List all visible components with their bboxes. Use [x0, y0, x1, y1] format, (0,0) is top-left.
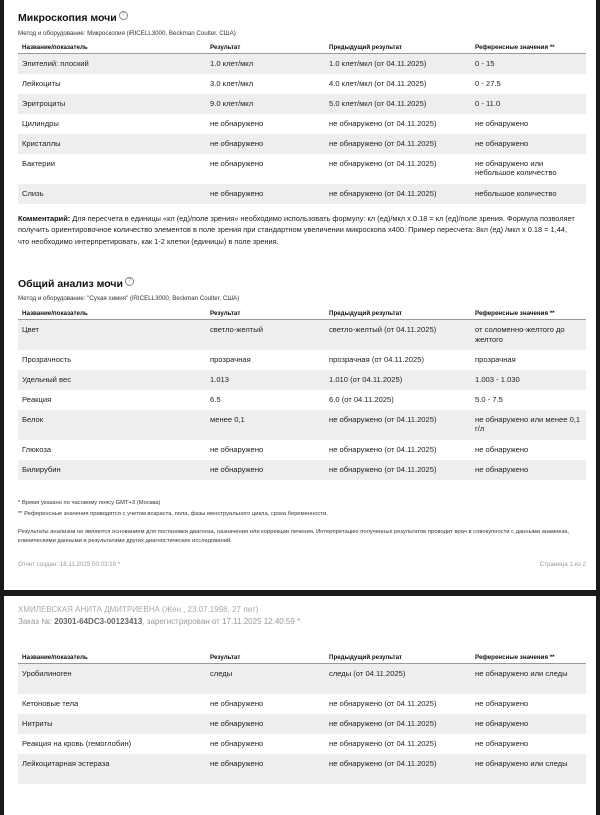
cell-ref: не обнаружено — [475, 118, 529, 128]
cell-result: светло-желтый — [206, 320, 325, 350]
page2-table — [18, 652, 586, 784]
table-row — [18, 664, 586, 694]
cell-prev: светло-желтый (от 04.11.2025) — [325, 320, 471, 350]
cell-ref: 0 - 27.5 — [475, 78, 501, 88]
cell-ref: 1.003 - 1.030 — [471, 370, 586, 390]
cell-name: Лейкоцитарная эстераза — [18, 754, 206, 784]
cell-prev: не обнаружено (от 04.11.2025) — [329, 444, 437, 454]
order-label: Заказ №: — [18, 617, 53, 626]
cell-prev: не обнаружено (от 04.11.2025) — [325, 134, 471, 154]
general-title-text: Общий анализ мочи — [18, 278, 123, 290]
cell-name: Слизь — [18, 184, 206, 204]
table-row — [18, 184, 586, 204]
header-ref: Референсные значения ** — [471, 308, 586, 320]
microscopy-table — [18, 42, 586, 204]
table-row — [18, 370, 586, 390]
help-icon[interactable]: ? — [119, 11, 128, 20]
cell-name: Уробилиноген — [18, 664, 206, 694]
table-row — [18, 410, 586, 440]
cell-result: 3.0 клет/мкл — [210, 78, 254, 88]
cell-ref: 5.0 - 7.5 — [475, 394, 503, 404]
cell-ref: 0 - 15 — [471, 54, 586, 74]
table-row — [18, 440, 586, 460]
cell-prev: не обнаружено (от 04.11.2025) — [325, 410, 471, 440]
cell-result: следы — [206, 664, 325, 694]
cell-result: не обнаружено — [206, 184, 325, 204]
header-prev: Предыдущий результат — [325, 42, 471, 54]
general-table — [18, 308, 586, 480]
cell-ref: не обнаружено — [475, 698, 529, 708]
report-page-2 — [4, 596, 596, 815]
table-row — [18, 734, 586, 754]
cell-name: Белок — [18, 410, 206, 440]
cell-prev: 5.0 клет/мкл (от 04.11.2025) — [325, 94, 471, 114]
cell-prev: 4.0 клет/мкл (от 04.11.2025) — [329, 78, 427, 88]
cell-name: Бактерии — [22, 158, 55, 168]
table-row — [18, 320, 586, 350]
cell-name: Лейкоциты — [22, 78, 61, 88]
report-created: Отчет создан: 18.11.2025 00:03:19 * — [18, 561, 121, 568]
cell-prev: прозрачная (от 04.11.2025) — [329, 354, 424, 364]
cell-name: Прозрачность — [22, 354, 72, 364]
table-row — [18, 114, 586, 134]
table-row — [18, 754, 586, 784]
cell-prev: не обнаружено (от 04.11.2025) — [329, 698, 437, 708]
table-row — [18, 390, 586, 410]
header-result: Результат — [206, 652, 325, 664]
cell-result: не обнаружено — [206, 714, 325, 734]
cell-prev: 1.0 клет/мкл (от 04.11.2025) — [325, 54, 471, 74]
cell-ref: не обнаружено или следы — [471, 664, 586, 694]
cell-prev: не обнаружено (от 04.11.2025) — [329, 118, 437, 128]
cell-name: Цвет — [18, 320, 206, 350]
header-name: Название/показатель — [18, 308, 206, 320]
comment-text: Для пересчета в единицы «кл (ед)/поле зрения» необходимо использовать формулу: кл (ед)/мкл x 0.18 = кл (ед)/поле зрения. Формула позволяет получить ориентировочное количество элементов в поле зрения при стандартном увеличении микроскопа x400. Пример пересчета: 8кл (ед) /мкл x 0.18 = 1,44, что необходимо интерпретировать, как 1-2 клетки (единицы) в поле зрения. — [18, 214, 575, 246]
table-row — [18, 714, 586, 734]
table-row — [18, 54, 586, 74]
header-result: Результат — [206, 42, 325, 54]
cell-ref: не обнаружено — [475, 738, 529, 748]
microscopy-title — [18, 12, 128, 24]
cell-result: не обнаружено — [210, 738, 264, 748]
header-result: Результат — [206, 308, 325, 320]
header-ref: Референсные значения ** — [471, 652, 586, 664]
cell-ref: не обнаружено — [471, 460, 586, 480]
cell-result: 1.0 клет/мкл — [206, 54, 325, 74]
cell-name: Эритроциты — [18, 94, 206, 114]
header-prev: Предыдущий результат — [325, 308, 471, 320]
footnote-ref: ** Референсные значения приводятся с учетом возраста, пола, фазы менструального цикла, срока беременности. — [18, 511, 328, 517]
cell-result: прозрачная — [210, 354, 251, 364]
cell-ref: не обнаружено — [475, 444, 529, 454]
cell-result: не обнаружено — [206, 134, 325, 154]
cell-prev: не обнаружено (от 04.11.2025) — [325, 714, 471, 734]
cell-prev: 1.010 (от 04.11.2025) — [325, 370, 471, 390]
cell-name: Нитриты — [18, 714, 206, 734]
cell-ref: не обнаружено — [471, 714, 586, 734]
table-row — [18, 94, 586, 114]
cell-result: не обнаружено — [210, 118, 264, 128]
general-title — [18, 278, 134, 290]
cell-result: 6.5 — [210, 394, 221, 404]
order-number: 20301-64DC3-00123413 — [54, 617, 143, 626]
cell-ref: 0 - 11.0 — [471, 94, 586, 114]
table-row — [18, 154, 586, 184]
cell-name: Эпителий: плоский — [18, 54, 206, 74]
cell-result: не обнаружено — [206, 460, 325, 480]
general-method: Метод и оборудование: "Сухая химия" (iRICELL3000, Beckman Coulter, США) — [18, 295, 240, 302]
cell-ref: не обнаружено или менее 0,1 г/л — [471, 410, 586, 440]
footnote-time: * Время указано по часовому поясу GMT+3 (Москва) — [18, 500, 161, 506]
table-row — [18, 694, 586, 714]
cell-ref: от соломенно-желтого до желтого — [471, 320, 586, 350]
header-name: Название/показатель — [18, 42, 206, 54]
disclaimer: Результаты анализов не являются основанием для постановки диагноза, назначения или коррекции лечения. Интерпретацию полученных результатов проводит врач в совокупности с данными анамнеза, клиническими данными и результатами других диагностических исследований. — [18, 529, 570, 544]
cell-result: менее 0,1 — [206, 410, 325, 440]
cell-result: не обнаружено — [210, 158, 264, 168]
cell-name: Реакция на кровь (гемоглобин) — [22, 738, 132, 748]
report-page-1 — [4, 0, 596, 590]
header-ref: Референсные значения ** — [471, 42, 586, 54]
cell-result: 1.013 — [206, 370, 325, 390]
page-number: Страница 1 из 2 — [539, 561, 586, 568]
header-name: Название/показатель — [18, 652, 206, 664]
cell-prev: следы (от 04.11.2025) — [325, 664, 471, 694]
table-header-row — [18, 308, 586, 320]
order-registered: , зарегистрирован от 17.11.2025 12:40:59 * — [142, 617, 301, 626]
cell-name: Кетоновые тела — [22, 698, 79, 708]
cell-ref: не обнаружено или следы — [471, 754, 586, 784]
cell-ref: не обнаружено или небольшое количество — [475, 158, 557, 177]
table-row — [18, 460, 586, 480]
order-info — [18, 617, 300, 626]
comment-label: Комментарий: — [18, 214, 71, 223]
comment-block — [18, 213, 578, 247]
cell-prev: не обнаружено (от 04.11.2025) — [325, 754, 471, 784]
cell-prev: не обнаружено (от 04.11.2025) — [329, 158, 437, 168]
patient-info: ХМИЛЕВСКАЯ АНИТА ДМИТРИЕВНА (Жен., 23.07.1998, 27 лет) — [18, 605, 259, 614]
cell-name: Кристаллы — [18, 134, 206, 154]
cell-ref: не обнаружено — [471, 134, 586, 154]
table-row — [18, 350, 586, 370]
microscopy-method: Метод и оборудование: Микроскопия (iRICELL3000, Beckman Coulter, США) — [18, 30, 236, 37]
cell-result: не обнаружено — [206, 754, 325, 784]
cell-name: Удельный вес — [18, 370, 206, 390]
cell-name: Реакция — [22, 394, 52, 404]
table-header-row — [18, 652, 586, 664]
cell-prev: не обнаружено (от 04.11.2025) — [329, 738, 437, 748]
header-prev: Предыдущий результат — [325, 652, 471, 664]
table-row — [18, 134, 586, 154]
cell-prev: не обнаружено (от 04.11.2025) — [325, 460, 471, 480]
cell-prev: не обнаружено (от 04.11.2025) — [325, 184, 471, 204]
cell-result: 9.0 клет/мкл — [206, 94, 325, 114]
cell-name: Глюкоза — [22, 444, 52, 454]
cell-ref: прозрачная — [475, 354, 516, 364]
cell-prev: 6.0 (от 04.11.2025) — [329, 394, 394, 404]
cell-name: Билирубин — [18, 460, 206, 480]
cell-ref: небольшое количество — [471, 184, 586, 204]
cell-result: не обнаружено — [210, 444, 264, 454]
help-icon[interactable]: ? — [125, 277, 134, 286]
cell-result: не обнаружено — [210, 698, 264, 708]
table-row — [18, 74, 586, 94]
microscopy-title-text: Микроскопия мочи — [18, 12, 117, 24]
table-header-row — [18, 42, 586, 54]
cell-name: Цилиндры — [22, 118, 59, 128]
